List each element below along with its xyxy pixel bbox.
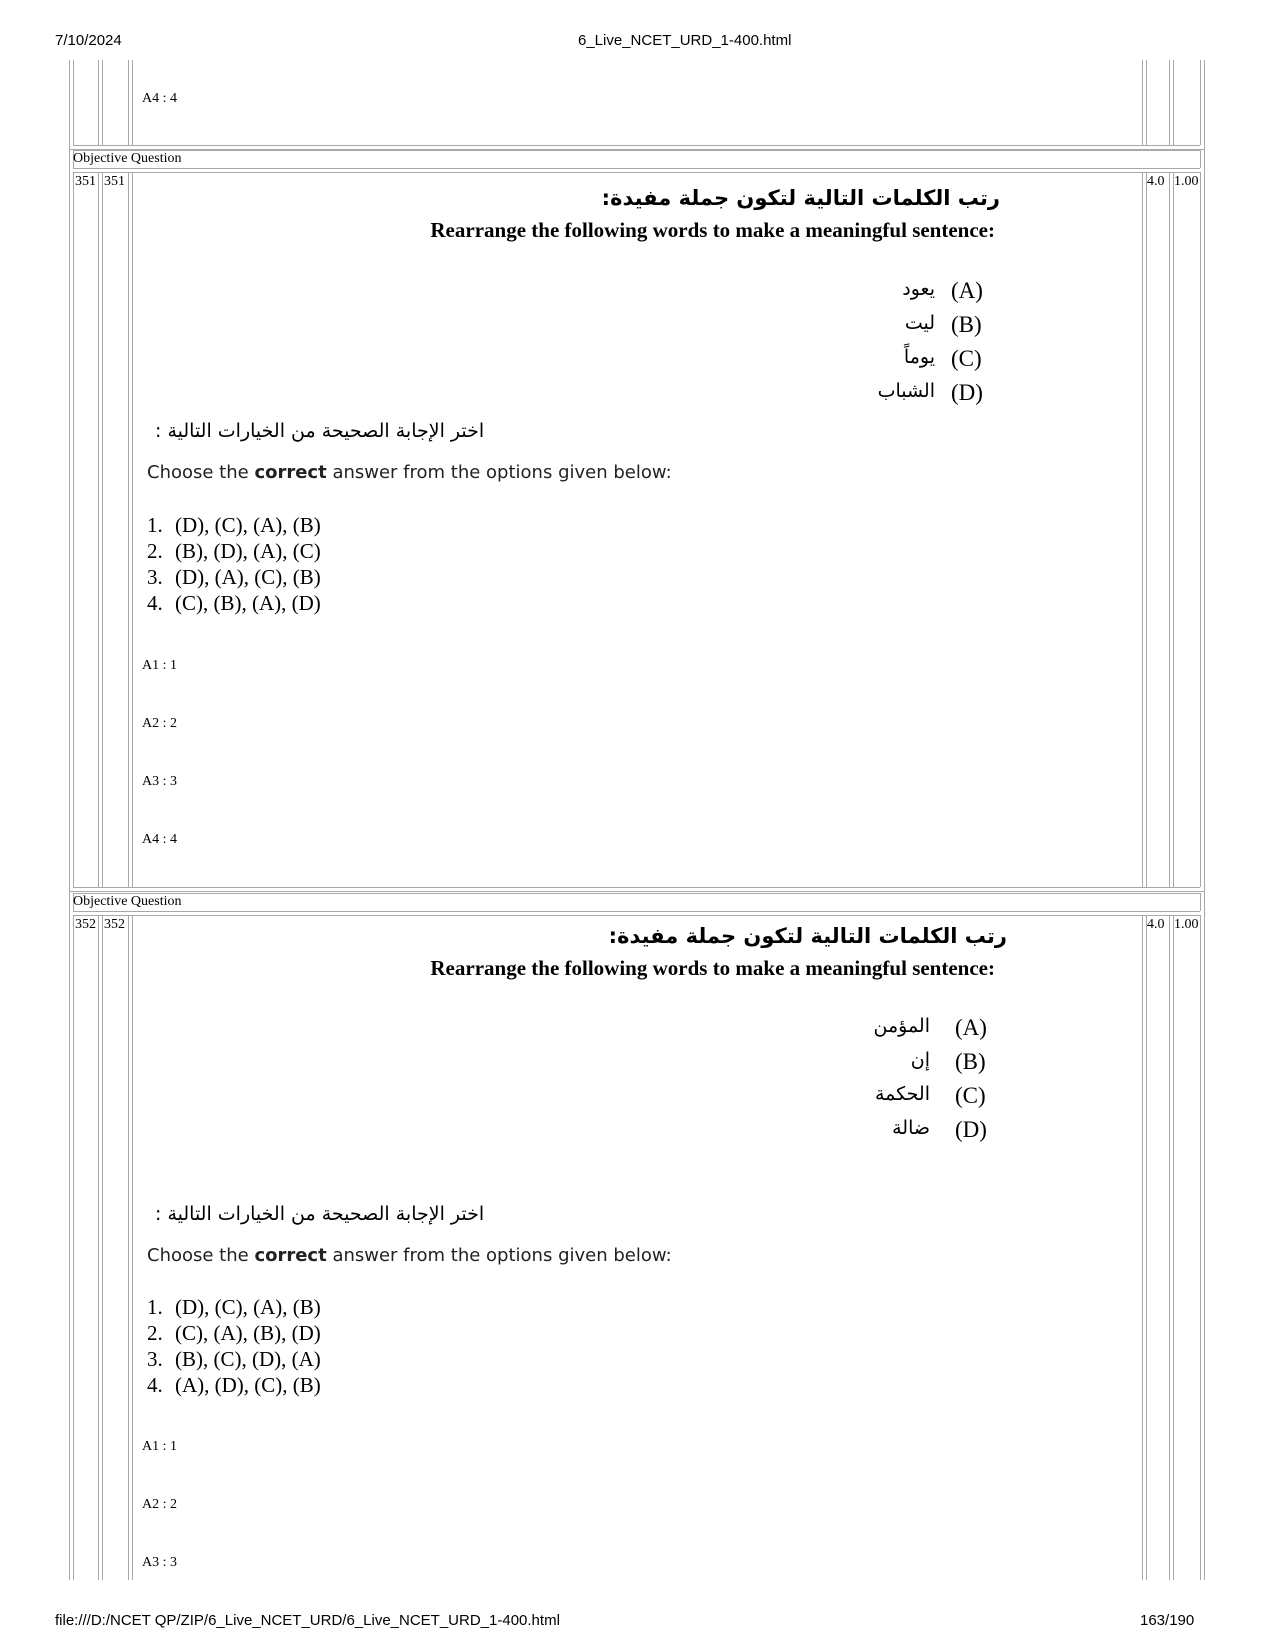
choose-text-pre: Choose the	[147, 462, 255, 483]
choice-item	[147, 1346, 321, 1372]
choose-instruction	[147, 462, 672, 483]
option-letter: (C)	[955, 1083, 986, 1108]
choice-number: 1.	[147, 513, 163, 537]
option-word: ليت	[904, 312, 935, 334]
choose-text-post: answer from the options given below:	[326, 1245, 672, 1266]
choice-list	[147, 512, 321, 616]
choice-text: (C), (A), (B), (D)	[175, 1321, 321, 1345]
choice-text: (C), (B), (A), (D)	[175, 591, 321, 615]
option-letter: (D)	[951, 380, 983, 405]
arabic-question-title: رتب الكلمات التالية لتكون جملة مفيدة:	[608, 924, 1007, 948]
serial-number: 352	[75, 917, 96, 932]
prev-answer-option-4: A4 : 4	[142, 91, 177, 106]
marks: 4.0	[1147, 917, 1165, 932]
choose-text-pre: Choose the	[147, 1245, 255, 1266]
arabic-instruction: اختر الإجابة الصحيحة من الخيارات التالية :	[155, 1203, 485, 1225]
option-letter: (A)	[951, 278, 983, 303]
choice-item	[147, 512, 321, 538]
option-a	[855, 1015, 1000, 1047]
choice-text: (B), (D), (A), (C)	[175, 539, 321, 563]
answer-option-3: A3 : 3	[142, 1555, 177, 1570]
answer-option-1: A1 : 1	[142, 1439, 177, 1454]
answer-option-1: A1 : 1	[142, 658, 177, 673]
choice-text: (A), (D), (C), (B)	[175, 1373, 321, 1397]
option-a	[855, 278, 990, 310]
document-title: 6_Live_NCET_URD_1-400.html	[578, 32, 792, 49]
option-letter: (C)	[951, 346, 982, 371]
answer-option-2: A2 : 2	[142, 716, 177, 731]
english-question-title: Rearrange the following words to make a meaningful sentence:	[430, 218, 995, 242]
option-letter: (A)	[955, 1015, 987, 1040]
english-question-title: Rearrange the following words to make a meaningful sentence:	[430, 956, 995, 980]
choice-text: (D), (C), (A), (B)	[175, 1295, 321, 1319]
choice-text: (B), (C), (D), (A)	[175, 1347, 321, 1371]
option-word: الحكمة	[875, 1083, 930, 1105]
choice-item	[147, 1294, 321, 1320]
option-c	[855, 346, 990, 378]
option-letter: (B)	[951, 312, 982, 337]
choose-text-post: answer from the options given below:	[326, 462, 672, 483]
question-id: 352	[104, 917, 125, 932]
choice-item	[147, 590, 321, 616]
option-word: إن	[910, 1049, 930, 1071]
arabic-question-title: رتب الكلمات التالية لتكون جملة مفيدة:	[601, 186, 1000, 210]
choice-number: 2.	[147, 539, 163, 563]
marks: 4.0	[1147, 174, 1165, 189]
choice-item	[147, 538, 321, 564]
option-word: الشباب	[877, 380, 935, 402]
option-word: يعود	[902, 278, 935, 300]
choice-text: (D), (A), (C), (B)	[175, 565, 321, 589]
choice-text: (D), (C), (A), (B)	[175, 513, 321, 537]
choice-item	[147, 564, 321, 590]
option-word: المؤمن	[873, 1015, 930, 1037]
choose-text-bold: correct	[254, 1245, 327, 1266]
serial-number: 351	[75, 174, 96, 189]
option-b	[855, 1049, 1000, 1081]
option-letter: (D)	[955, 1117, 987, 1142]
file-path: file:///D:/NCET QP/ZIP/6_Live_NCET_URD/6_Live_NCET_URD_1-400.html	[55, 1612, 560, 1629]
page-number: 163/190	[1140, 1612, 1195, 1629]
choose-instruction	[147, 1245, 672, 1266]
choice-list	[147, 1294, 321, 1398]
choose-text-bold: correct	[254, 462, 327, 483]
answer-option-4: A4 : 4	[142, 832, 177, 847]
option-d	[855, 1117, 1000, 1149]
choice-number: 4.	[147, 591, 163, 615]
print-date: 7/10/2024	[55, 32, 122, 49]
question-type-label: Objective Question	[73, 151, 182, 166]
choice-number: 2.	[147, 1321, 163, 1345]
option-word: يوماً	[903, 346, 935, 368]
option-b	[855, 312, 990, 344]
negative-marks: 1.00	[1174, 174, 1199, 189]
choice-item	[147, 1320, 321, 1346]
choice-number: 1.	[147, 1295, 163, 1319]
option-d	[855, 380, 990, 412]
option-letter: (B)	[955, 1049, 986, 1074]
question-id: 351	[104, 174, 125, 189]
negative-marks: 1.00	[1174, 917, 1199, 932]
choice-number: 4.	[147, 1373, 163, 1397]
answer-option-2: A2 : 2	[142, 1497, 177, 1512]
option-word: ضالة	[892, 1117, 930, 1139]
choice-number: 3.	[147, 1347, 163, 1371]
answer-option-3: A3 : 3	[142, 774, 177, 789]
arabic-instruction: اختر الإجابة الصحيحة من الخيارات التالية :	[155, 420, 485, 442]
question-type-label: Objective Question	[73, 894, 182, 909]
choice-number: 3.	[147, 565, 163, 589]
choice-item	[147, 1372, 321, 1398]
option-c	[855, 1083, 1000, 1115]
